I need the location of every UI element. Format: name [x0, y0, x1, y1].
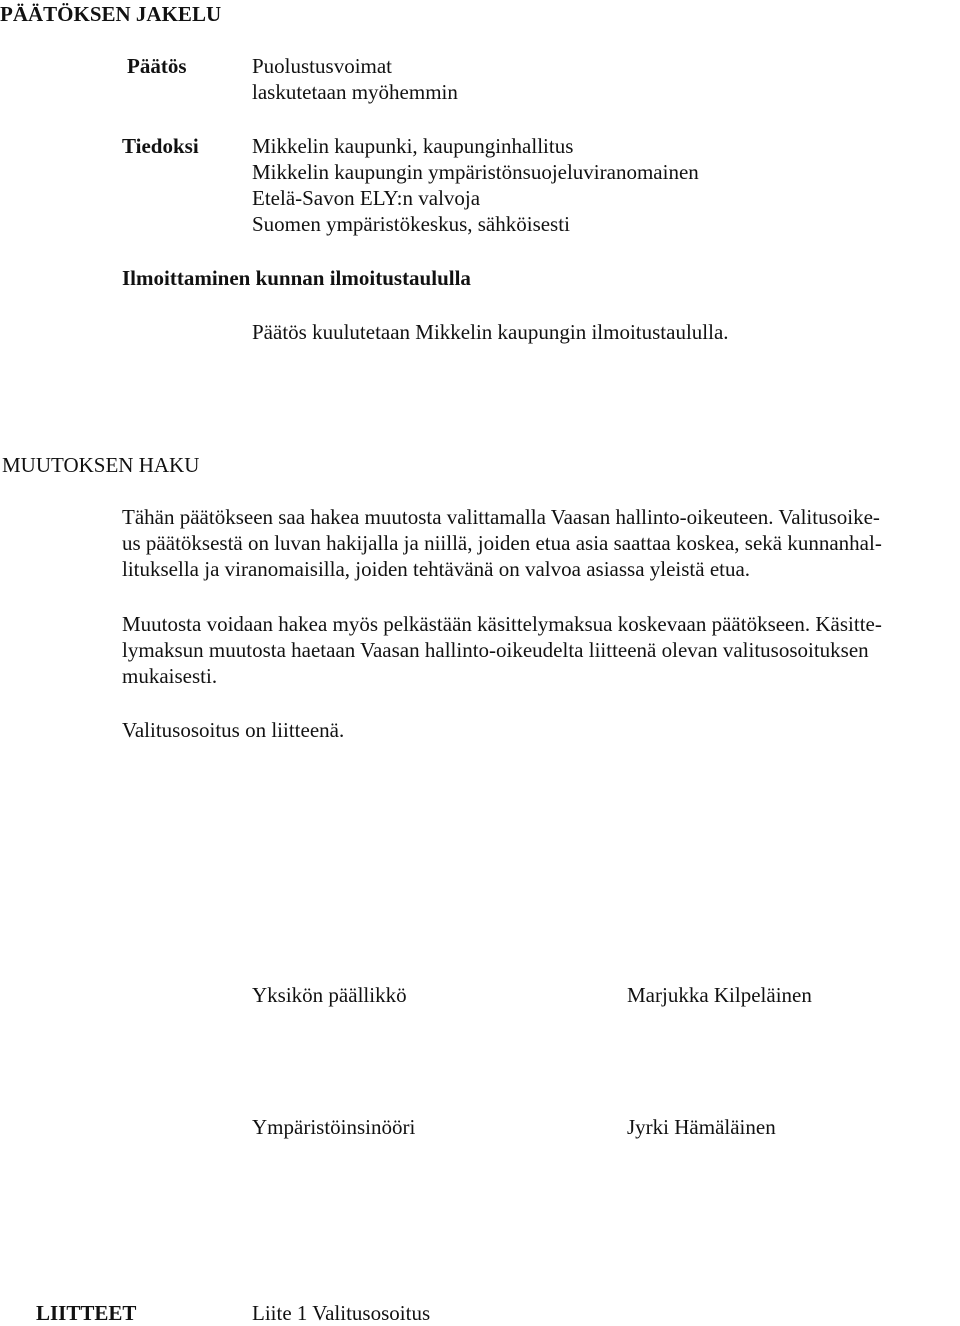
paragraph-line: Muutosta voidaan hakea myös pelkästään käsittelymaksua koskevaan päätökseen. Käsitte- [122, 612, 882, 636]
recipient-line: laskutetaan myöhemmin [252, 80, 458, 104]
decision-label: Päätös [127, 54, 187, 78]
paragraph-line: Tähän päätökseen saa hakea muutosta valittamalla Vaasan hallinto-oikeuteen. Valitusoike- [122, 505, 880, 529]
signature-title: Yksikön päällikkö [252, 983, 407, 1007]
notice-recipients [252, 133, 699, 237]
appeal-title: MUUTOKSEN HAKU [2, 453, 200, 477]
recipient-line: Mikkelin kaupungin ympäristönsuojeluviranomainen [252, 160, 699, 184]
paragraph-line: us päätöksestä on luvan hakijalla ja niillä, joiden etua asia saattaa koskea, sekä kunnanhal- [122, 531, 882, 555]
signature-name: Marjukka Kilpeläinen [627, 983, 812, 1007]
announcement-heading: Ilmoittaminen kunnan ilmoitustaululla [122, 266, 471, 290]
recipient-line: Etelä-Savon ELY:n valvoja [252, 186, 481, 210]
recipient-line: Puolustusvoimat [252, 54, 393, 78]
recipient-line: Suomen ympäristökeskus, sähköisesti [252, 212, 570, 236]
appeal-paragraph-3: Valitusosoitus on liitteenä. [122, 718, 345, 742]
attachments-label: LIITTEET [36, 1301, 137, 1325]
attachment-item: Liite 1 Valitusosoitus [252, 1301, 431, 1325]
recipient-line: Mikkelin kaupunki, kaupunginhallitus [252, 134, 574, 158]
paragraph-line: lymaksun muutosta haetaan Vaasan hallinto-oikeudelta liitteenä olevan valitusosoituksen [122, 638, 869, 662]
appeal-paragraph-1 [122, 504, 882, 582]
distribution-title: PÄÄTÖKSEN JAKELU [0, 2, 222, 26]
paragraph-line: lituksella ja viranomaisilla, joiden tehtävänä on valvoa asiassa yleistä etua. [122, 557, 751, 581]
signature-name: Jyrki Hämäläinen [627, 1115, 776, 1139]
appeal-paragraph-2 [122, 611, 882, 689]
signature-title: Ympäristöinsinööri [252, 1115, 416, 1139]
notice-label: Tiedoksi [122, 134, 199, 158]
announcement-text: Päätös kuulutetaan Mikkelin kaupungin ilmoitustaululla. [252, 320, 729, 344]
decision-recipients [252, 53, 458, 105]
paragraph-line: mukaisesti. [122, 664, 218, 688]
